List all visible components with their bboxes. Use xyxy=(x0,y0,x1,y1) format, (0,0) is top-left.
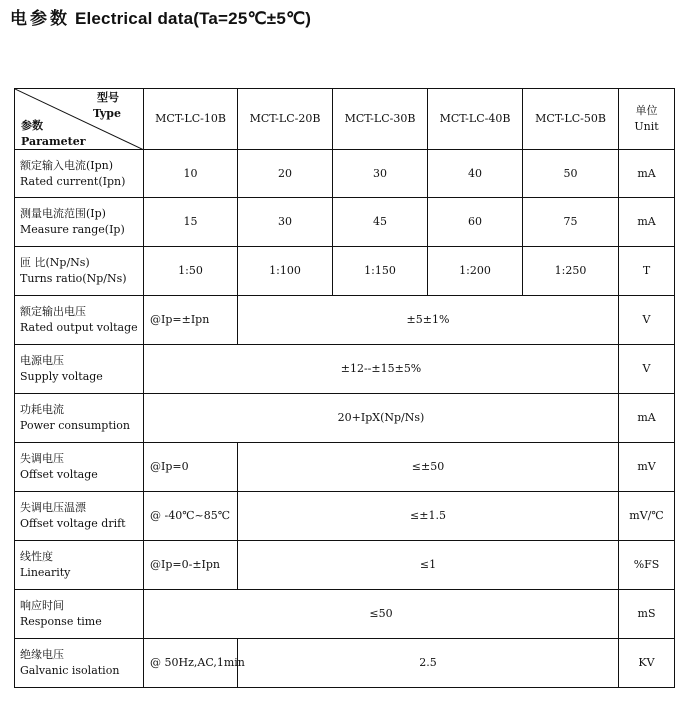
table-row xyxy=(15,492,675,541)
parameter-name-cn: 测量电流范围(Ip) xyxy=(20,207,106,220)
parameter-cell xyxy=(15,150,144,198)
parameter-name-cn: 失调电压温漂 xyxy=(20,501,86,514)
parameter-cell xyxy=(15,639,144,688)
value-cell: 60 xyxy=(428,198,523,247)
parameter-cell xyxy=(15,492,144,541)
value-cell: 10 xyxy=(144,150,238,198)
header-parameter-cn: 参数 xyxy=(21,119,43,132)
value-cell: 45 xyxy=(333,198,428,247)
table-row xyxy=(15,590,675,639)
parameter-cell xyxy=(15,443,144,492)
model-header: MCT-LC-40B xyxy=(428,89,523,150)
condition-cell: @Ip=0 xyxy=(144,443,238,492)
value-cell: 1:50 xyxy=(144,247,238,296)
parameter-cell xyxy=(15,198,144,247)
parameter-name-cn: 功耗电流 xyxy=(20,403,64,416)
parameter-name-cn: 线性度 xyxy=(20,550,53,563)
parameter-cell xyxy=(15,247,144,296)
parameter-name-cn: 电源电压 xyxy=(20,354,64,367)
parameter-name-en: Measure range(Ip) xyxy=(20,223,125,236)
unit-cell: mA xyxy=(619,150,675,198)
header-parameter-en: Parameter xyxy=(21,135,86,148)
unit-cell: mS xyxy=(619,590,675,639)
diagonal-header-cell xyxy=(15,89,144,150)
value-cell: 50 xyxy=(523,150,619,198)
title-english: Electrical data(Ta=25℃±5℃) xyxy=(74,9,312,28)
table-row xyxy=(15,345,675,394)
parameter-name-cn: 匝 比(Np/Ns) xyxy=(20,256,90,269)
table-row xyxy=(15,639,675,688)
unit-header-en: Unit xyxy=(634,120,659,133)
parameter-cell xyxy=(15,541,144,590)
unit-header xyxy=(619,89,675,150)
unit-cell: V xyxy=(619,345,675,394)
table-row xyxy=(15,541,675,590)
parameter-cell xyxy=(15,296,144,345)
parameter-name-en: Linearity xyxy=(20,566,71,579)
value-cell: ±5±1% xyxy=(238,296,619,345)
value-cell: ≤50 xyxy=(144,590,619,639)
value-cell: ≤±1.5 xyxy=(238,492,619,541)
unit-cell: mA xyxy=(619,198,675,247)
header-row xyxy=(15,89,675,150)
electrical-data-table xyxy=(14,88,675,688)
value-cell: 1:200 xyxy=(428,247,523,296)
table-row xyxy=(15,443,675,492)
unit-cell: KV xyxy=(619,639,675,688)
model-header: MCT-LC-50B xyxy=(523,89,619,150)
unit-header-cn: 单位 xyxy=(635,104,658,117)
unit-cell: mV xyxy=(619,443,675,492)
title-chinese: 电参数 xyxy=(10,9,70,29)
value-cell: 40 xyxy=(428,150,523,198)
table-row xyxy=(15,198,675,247)
condition-cell: @Ip=±Ipn xyxy=(144,296,238,345)
unit-cell: mA xyxy=(619,394,675,443)
value-cell: 75 xyxy=(523,198,619,247)
unit-cell: V xyxy=(619,296,675,345)
header-type-en: Type xyxy=(92,107,121,120)
value-cell: 15 xyxy=(144,198,238,247)
value-cell: ≤±50 xyxy=(238,443,619,492)
page-title xyxy=(10,4,311,29)
parameter-name-cn: 绝缘电压 xyxy=(20,648,64,661)
parameter-name-cn: 响应时间 xyxy=(20,599,64,612)
value-cell: 30 xyxy=(238,198,333,247)
parameter-name-en: Rated current(Ipn) xyxy=(20,174,126,188)
unit-cell: T xyxy=(619,247,675,296)
value-cell: ≤1 xyxy=(238,541,619,590)
parameter-cell xyxy=(15,590,144,639)
value-cell: 1:100 xyxy=(238,247,333,296)
parameter-name-cn: 额定输入电流(Ipn) xyxy=(20,158,114,172)
parameter-name-en: Supply voltage xyxy=(20,370,103,383)
condition-cell: @Ip=0-±Ipn xyxy=(144,541,238,590)
parameter-cell xyxy=(15,345,144,394)
value-cell: 30 xyxy=(333,150,428,198)
parameter-name-cn: 失调电压 xyxy=(20,452,64,465)
parameter-name-en: Power consumption xyxy=(20,419,130,432)
table-row xyxy=(15,296,675,345)
model-header: MCT-LC-30B xyxy=(333,89,428,150)
value-cell: ±12--±15±5% xyxy=(144,345,619,394)
parameter-name-en: Turns ratio(Np/Ns) xyxy=(20,272,127,285)
value-cell: 1:250 xyxy=(523,247,619,296)
parameter-cell xyxy=(15,394,144,443)
value-cell: 20 xyxy=(238,150,333,198)
parameter-name-en: Offset voltage drift xyxy=(20,517,126,530)
condition-cell: @ -40℃~85℃ xyxy=(144,492,238,541)
value-cell: 2.5 xyxy=(238,639,619,688)
table-row xyxy=(15,247,675,296)
unit-cell: %FS xyxy=(619,541,675,590)
table-row xyxy=(15,394,675,443)
header-type-cn: 型号 xyxy=(97,91,119,104)
unit-cell: mV/℃ xyxy=(619,492,675,541)
model-header: MCT-LC-20B xyxy=(238,89,333,150)
parameter-name-en: Offset voltage xyxy=(20,468,98,481)
condition-cell: @ 50Hz,AC,1min xyxy=(144,639,238,688)
table-row xyxy=(15,150,675,198)
value-cell: 1:150 xyxy=(333,247,428,296)
model-header: MCT-LC-10B xyxy=(144,89,238,150)
parameter-name-cn: 额定输出电压 xyxy=(20,305,86,318)
parameter-name-en: Rated output voltage xyxy=(20,321,138,334)
value-cell: 20+IpX(Np/Ns) xyxy=(144,394,619,443)
parameter-name-en: Galvanic isolation xyxy=(20,664,120,677)
parameter-name-en: Response time xyxy=(20,615,102,628)
